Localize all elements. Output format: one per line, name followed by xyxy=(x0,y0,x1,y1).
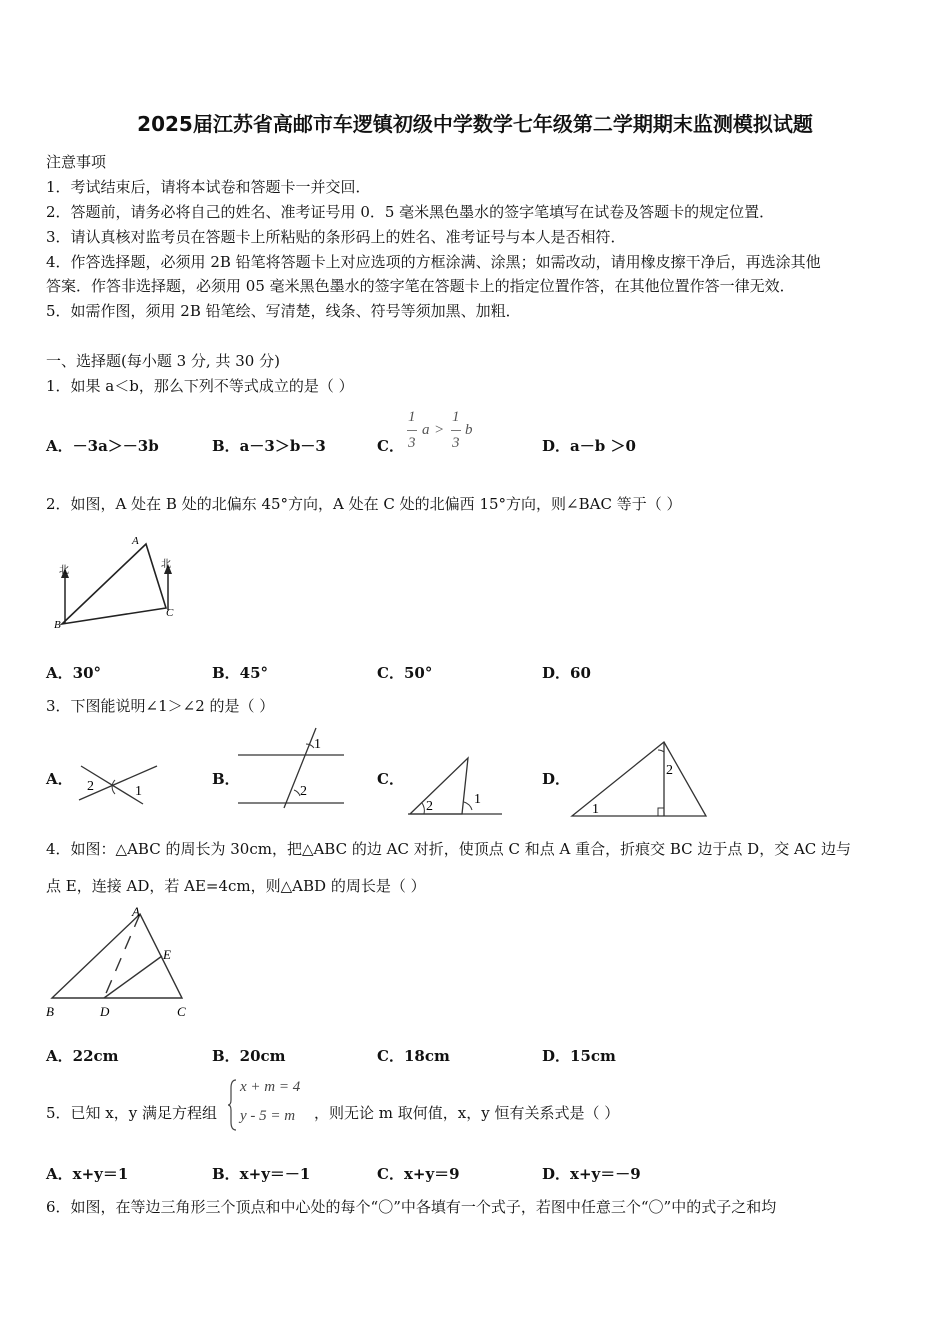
q1-option-c-expression: 1 3 a > 1 3 b xyxy=(408,409,473,451)
question-6-text: 6．如图，在等边三角形三个顶点和中心处的每个“〇”中各填有一个式子，若图中任意三个“〇”中的式子之和均 xyxy=(46,1198,777,1216)
point-label: B xyxy=(54,619,61,631)
svg-text:A: A xyxy=(132,904,140,919)
q3-figure-a xyxy=(75,758,160,808)
q1-option-b: B．a－3＞b－3 xyxy=(212,437,326,455)
notice-item: 4．作答选择题，必须用 2B 铅笔将答题卡上对应选项的方框涂满、涂黑；如需改动，请用橡皮擦干净后，再选涂其他 xyxy=(46,253,821,271)
equation-1: x + m = 4 xyxy=(240,1079,301,1095)
q1-option-d: D．a－b ＞0 xyxy=(542,437,636,455)
point-label: A xyxy=(132,535,139,547)
north-label: 北 xyxy=(161,559,171,570)
svg-text:1: 1 xyxy=(592,802,599,817)
q3-figure-c xyxy=(406,750,506,820)
notice-item: 2．答题前，请务必将自己的姓名、准考证号用 0．5 毫米黑色墨水的签字笔填写在试卷及答题卡的规定位置． xyxy=(46,203,775,221)
q3-figure-d xyxy=(570,738,710,820)
svg-text:B: B xyxy=(46,1004,54,1019)
notice-item: 答案．作答非选择题，必须用 05 毫米黑色墨水的签字笔在答题卡上的指定位置作答，在其他位置作答一律无效． xyxy=(46,277,795,295)
q2-option-c: C．50° xyxy=(377,664,433,682)
svg-text:2: 2 xyxy=(666,763,673,778)
q3-option-b-label: B． xyxy=(212,770,240,788)
equation-brace xyxy=(228,1078,238,1132)
question-4-text-line2: 点 E，连接 AD，若 AE=4cm，则△ABD 的周长是（ ） xyxy=(46,877,426,895)
notice-item: 3．请认真核对监考员在答题卡上所粘贴的条形码上的姓名、准考证号与本人是否相符． xyxy=(46,228,626,246)
svg-text:2: 2 xyxy=(300,784,307,799)
svg-text:2: 2 xyxy=(426,799,433,814)
svg-text:1: 1 xyxy=(135,784,142,799)
question-1-text: 1．如果 a＜b，那么下列不等式成立的是（ ） xyxy=(46,377,354,395)
q2-option-b: B．45° xyxy=(212,664,269,682)
q4-option-a: A．22cm xyxy=(46,1047,119,1065)
q2-option-d: D．60 xyxy=(542,664,591,682)
north-label: 北 xyxy=(59,565,69,576)
q3-option-c-label: C． xyxy=(377,770,404,788)
q5-option-a: A．x+y＝1 xyxy=(46,1165,129,1183)
question-3-text: 3．下图能说明∠1＞∠2 的是（ ） xyxy=(46,697,275,715)
section-heading: 一、选择题(每小题 3 分, 共 30 分) xyxy=(46,352,280,370)
q5-option-d: D．x+y＝－9 xyxy=(542,1165,641,1183)
q4-triangle-figure xyxy=(44,904,194,1022)
question-5-prefix: 5．已知 x，y 满足方程组 xyxy=(46,1104,218,1122)
svg-text:D: D xyxy=(100,1004,110,1019)
q3-option-d-label: D． xyxy=(542,770,571,788)
point-label: C xyxy=(166,607,174,619)
q3-option-a-label: A． xyxy=(46,770,73,788)
q5-option-c: C．x+y＝9 xyxy=(377,1165,460,1183)
question-5-suffix: ，则无论 m 取何值，x，y 恒有关系式是（ ） xyxy=(314,1104,620,1122)
page-title: 2025届江苏省高邮市车逻镇初级中学数学七年级第二学期期末监测模拟试题 xyxy=(137,112,813,136)
q2-option-a: A．30° xyxy=(46,664,102,682)
q1-option-c: C． xyxy=(377,437,404,455)
question-2-text: 2．如图，A 处在 B 处的北偏东 45°方向，A 处在 C 处的北偏西 15°方向，则∠BAC 等于（ ） xyxy=(46,495,682,513)
svg-text:E: E xyxy=(163,947,171,962)
notice-item: 5．如需作图，须用 2B 铅笔绘、写清楚，线条、符号等须加黑、加粗． xyxy=(46,302,521,320)
q3-figure-b xyxy=(238,728,348,808)
question-4-text-line1: 4．如图：△ABC 的周长为 30cm，把△ABC 的边 AC 对折，使顶点 C 和点 A 重合，折痕交 BC 边于点 D，交 AC 边与 xyxy=(46,840,852,858)
svg-text:C: C xyxy=(177,1004,186,1019)
q1-option-a: A．－3a＞－3b xyxy=(46,437,159,455)
q4-option-b: B．20cm xyxy=(212,1047,286,1065)
svg-text:1: 1 xyxy=(314,737,321,752)
q4-option-d: D．15cm xyxy=(542,1047,616,1065)
q4-option-c: C．18cm xyxy=(377,1047,450,1065)
notice-item: 1．考试结束后，请将本试卷和答题卡一并交回． xyxy=(46,178,371,196)
q5-option-b: B．x+y＝－1 xyxy=(212,1165,311,1183)
equation-2: y - 5 = m xyxy=(240,1108,296,1124)
notice-heading: 注意事项 xyxy=(46,153,107,171)
q2-bearing-figure xyxy=(50,532,190,632)
svg-text:1: 1 xyxy=(474,792,481,807)
svg-text:2: 2 xyxy=(87,779,94,794)
